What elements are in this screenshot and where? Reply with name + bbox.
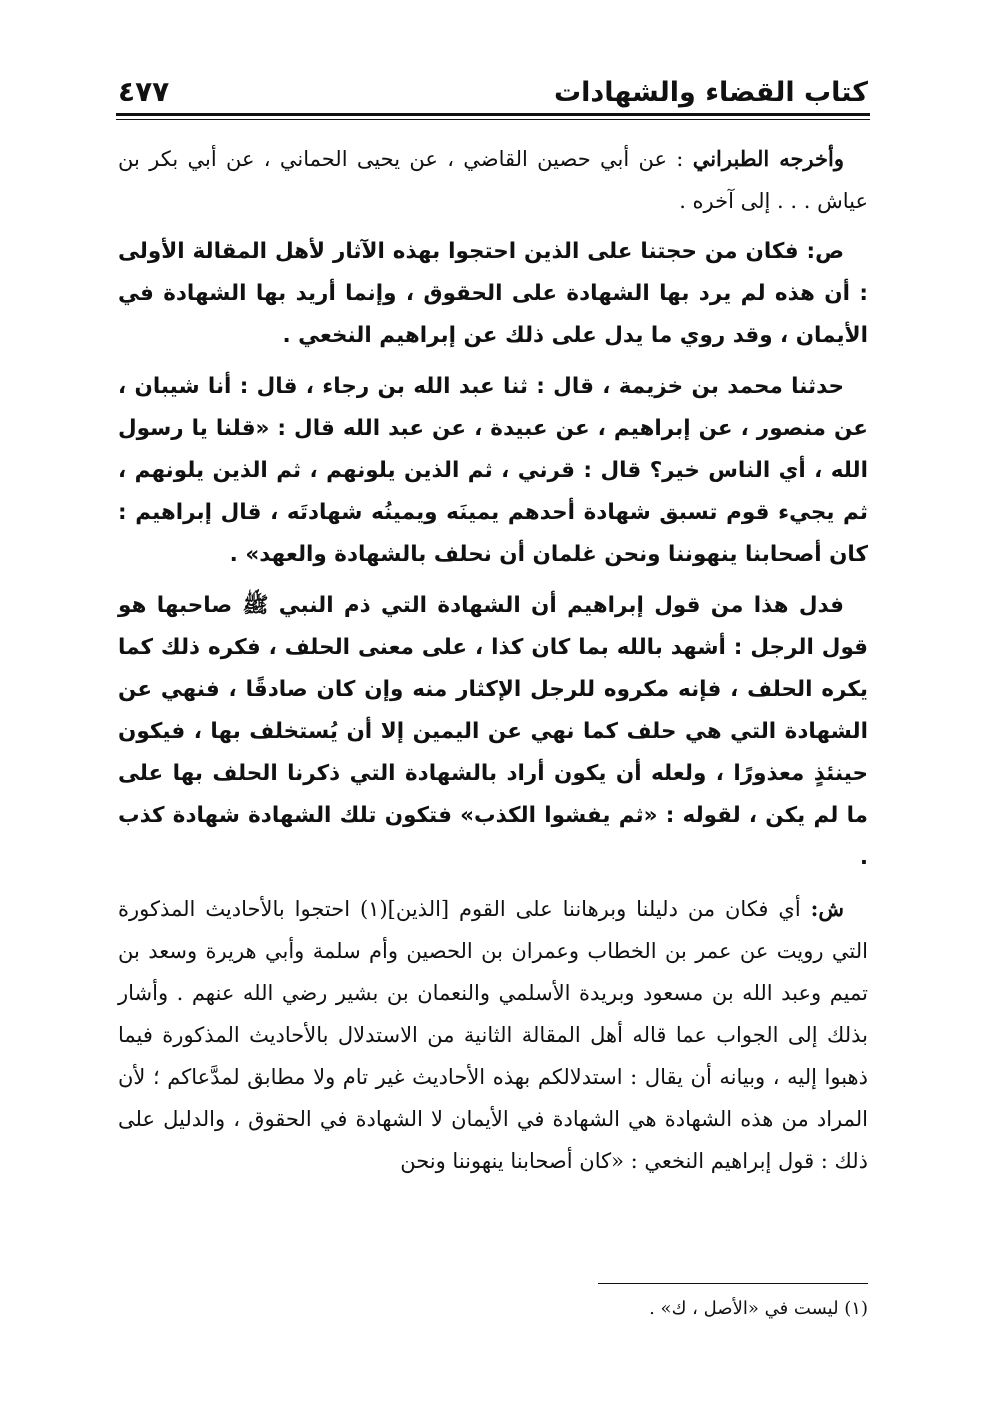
header-rule-thin <box>116 119 870 120</box>
paragraph-lead: وأخرجه الطبراني <box>692 146 844 171</box>
footnote: (١) ليست في «الأصل ، ك» . <box>649 1298 868 1319</box>
page-number: ٤٧٧ <box>118 75 170 108</box>
header-rule-thick <box>116 113 870 116</box>
paragraph-lead: ش: <box>810 896 844 921</box>
paragraph-text: أي فكان من دليلنا وبرهاننا على القوم [الذين](١) احتجوا بالأحاديث المذكورة التي رويت عن عمر بن الخطاب وعمران بن الحصين وأم سلمة وأبي هريرة وسعد بن تميم وعبد الله بن مسعود وبريدة الأسلمي والنعمان بن بشير رضي الله عنهم . وأشار بذلك إلى الجواب عما قاله أهل المقالة الثانية من الاستدلال بالأحاديث المذكورة فيما ذهبوا إليه ، وبيانه أن يقال : استدلالكم بهذه الأحاديث غير تام ولا مطابق لمدَّعاكم ؛ لأن المراد من هذه الشهادة هي الشهادة في الأيمان لا الشهادة في الحقوق ، والدليل على ذلك : قول إبراهيم النخعي : «كان أصحابنا ينهوننا ونحن <box>118 897 868 1173</box>
paragraph-text: فدل هذا من قول إبراهيم أن الشهادة التي ذم النبي ﷺ صاحبها هو قول الرجل : أشهد بالله بما كان كذا ، على معنى الحلف ، فكره ذلك كما يكره الحلف ، فإنه مكروه للرجل الإكثار منه وإن كان صادقًا ، فنهي عن الشهادة التي هي حلف كما نهي عن اليمين إلا أن يُستخلف بها ، فيكون حينئذٍ معذورًا ، ولعله أن يكون أراد بالشهادة التي ذكرنا الحلف بها على ما لم يكن ، لقوله : «ثم يفشوا الكذب» فتكون تلك الشهادة شهادة كذب . <box>118 593 868 870</box>
page-header <box>118 62 868 108</box>
paragraph-tabarani <box>118 138 868 222</box>
paragraph-text: فكان من حجتنا على الذين احتجوا بهذه الآثار لأهل المقالة الأولى : أن هذه لم يرد بها الشهادة على الحقوق ، وإنما أريد بها الشهادة في الأيمان ، وقد روي ما يدل على ذلك عن إبراهيم النخعي . <box>118 239 868 348</box>
paragraph-hadith <box>118 366 868 576</box>
paragraph-text: حدثنا محمد بن خزيمة ، قال : ثنا عبد الله بن رجاء ، قال : أنا شيبان ، عن منصور ، عن إبراهيم ، عن عبيدة ، عن عبد الله قال : «قلنا يا رسول الله ، أي الناس خير؟ قال : قرني ، ثم الذين يلونهم ، ثم الذين يلونهم ، ثم يجيء قوم تسبق شهادة أحدهم يمينَه ويمينُه شهادتَه ، قال إبراهيم : كان أصحابنا ينهوننا ونحن غلمان أن نحلف بالشهادة والعهد» . <box>118 374 868 567</box>
paragraph-sharh <box>118 888 868 1182</box>
paragraph-explanation <box>118 585 868 879</box>
paragraph-sad <box>118 231 868 357</box>
paragraph-text: : عن أبي حصين القاضي ، عن يحيى الحماني ، عن أبي بكر بن عياش . . . إلى آخره . <box>118 147 868 213</box>
main-text <box>118 138 868 1191</box>
paragraph-lead: ص: <box>806 239 844 264</box>
footnote-rule <box>598 1283 868 1284</box>
running-title: كتاب القضاء والشهادات <box>553 77 868 108</box>
